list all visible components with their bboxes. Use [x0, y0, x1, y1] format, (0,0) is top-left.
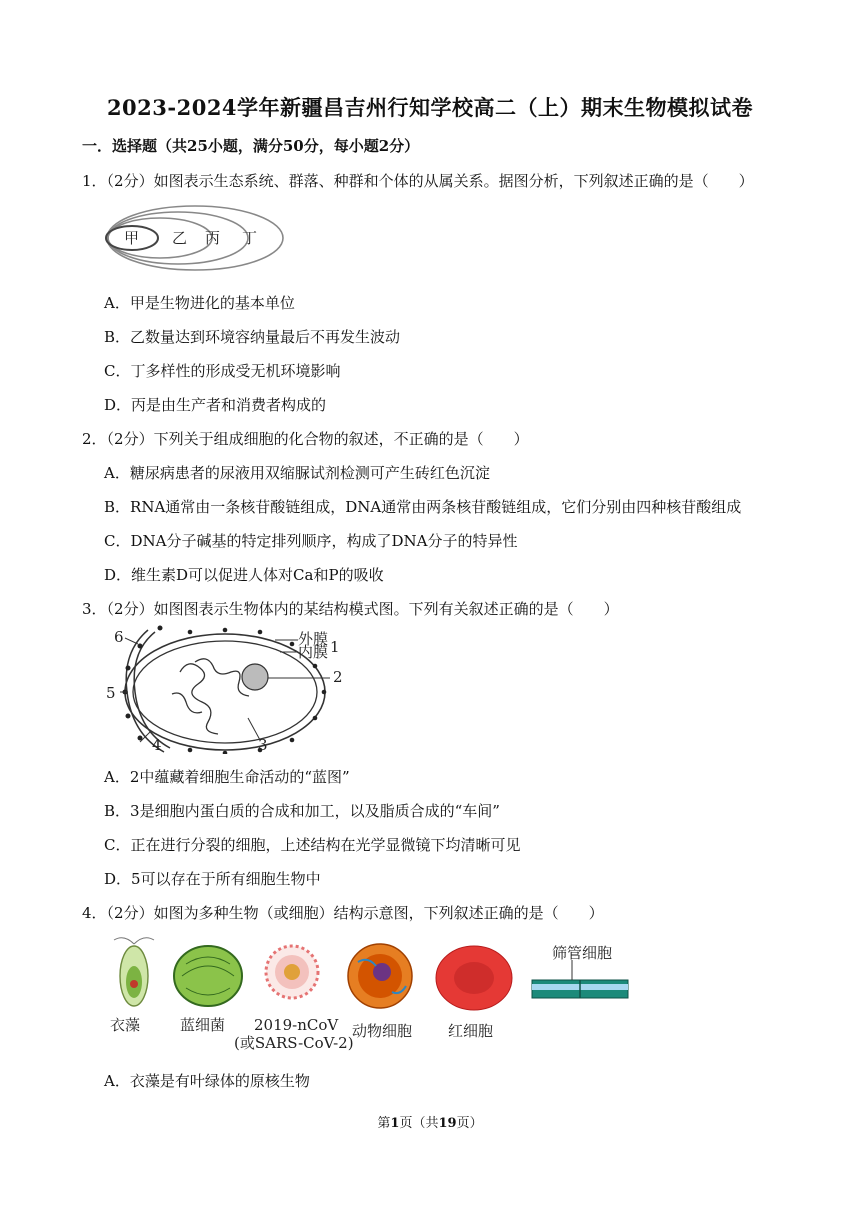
svg-text:1: 1 [330, 638, 340, 656]
q4-option-a: A．衣藻是有叶绿体的原核生物 [104, 1072, 310, 1090]
q2-option-b: B．RNA通常由一条核苷酸链组成，DNA通常由两条核苷酸链组成，它们分别由四种核苷酸组成 [104, 498, 742, 516]
animal-cell-image [348, 944, 412, 1008]
q3-option-d: D．5可以存在于所有细胞生物中 [104, 870, 321, 888]
page-footer: 第1页（共19页） [377, 1116, 483, 1131]
question-4-stem: 4．（2分）如图为多种生物（或细胞）结构示意图，下列叙述正确的是（ ） [82, 904, 604, 922]
label-jia: 甲 [124, 229, 140, 247]
cyanobacteria-image [174, 946, 242, 1006]
svg-text:5: 5 [106, 684, 116, 702]
svg-text:筛管细胞: 筛管细胞 [552, 944, 613, 962]
q3-option-a: A．2中蕴藏着细胞生命活动的“蓝图” [104, 768, 350, 786]
label-bing: 丙 [205, 229, 221, 247]
q2-option-c: C．DNA分子碱基的特定排列顺序，构成了DNA分子的特异性 [104, 532, 518, 550]
svg-text:2: 2 [333, 668, 343, 686]
section-heading: 一．选择题（共25小题，满分50分，每小题2分） [82, 137, 420, 155]
svg-text:内膜: 内膜 [298, 643, 329, 661]
label-yi: 乙 [172, 229, 188, 247]
svg-text:衣藻: 衣藻 [110, 1016, 141, 1034]
svg-text:蓝细菌: 蓝细菌 [180, 1016, 226, 1034]
page-title: 2023-2024学年新疆昌吉州行知学校高二（上）期末生物模拟试卷 [106, 95, 754, 120]
q1-option-a: A．甲是生物进化的基本单位 [104, 294, 295, 312]
sieve-tube-cell-image [532, 944, 628, 998]
chlamydomonas-image [114, 938, 154, 1006]
q3-nucleus-structure-figure [100, 622, 350, 754]
svg-text:3: 3 [258, 736, 268, 754]
q1-option-d: D．丙是由生产者和消费者构成的 [104, 396, 327, 414]
q1-option-b: B．乙数量达到环境容纳量最后不再发生波动 [104, 328, 401, 346]
red-blood-cell-image [436, 946, 512, 1010]
svg-text:(或SARS-CoV-2): (或SARS-CoV-2) [234, 1034, 354, 1052]
svg-text:红细胞: 红细胞 [448, 1022, 494, 1040]
q3-option-b: B．3是细胞内蛋白质的合成和加工，以及脂质合成的“车间” [104, 802, 500, 820]
svg-text:6: 6 [114, 628, 124, 646]
q1-option-c: C．丁多样性的形成受无机环境影响 [104, 362, 341, 380]
question-3-stem: 3．（2分）如图图表示生物体内的某结构模式图。下列有关叙述正确的是（ ） [82, 600, 619, 618]
label-ding: 丁 [242, 229, 258, 247]
svg-text:外膜: 外膜 [298, 630, 329, 648]
svg-text:动物细胞: 动物细胞 [352, 1022, 413, 1040]
svg-text:4: 4 [152, 736, 162, 754]
svg-text:2019-nCoV: 2019-nCoV [254, 1016, 339, 1034]
q4-organisms-figure [102, 932, 632, 1056]
q3-option-c: C．正在进行分裂的细胞，上述结构在光学显微镜下均清晰可见 [104, 836, 521, 854]
q2-option-a: A．糖尿病患者的尿液用双缩脲试剂检测可产生砖红色沉淀 [104, 464, 490, 482]
question-2-stem: 2．（2分）下列关于组成细胞的化合物的叙述，不正确的是（ ） [82, 430, 529, 448]
page-number: 1 [390, 1116, 400, 1131]
q1-nested-ellipses-figure [100, 200, 290, 278]
coronavirus-image [266, 946, 318, 998]
q2-option-d: D．维生素D可以促进人体对Ca和P的吸收 [104, 566, 384, 584]
question-1-stem: 1．（2分）如图表示生态系统、群落、种群和个体的从属关系。据图分析，下列叙述正确的是（ ） [82, 172, 754, 190]
total-pages: 19 [438, 1116, 457, 1131]
